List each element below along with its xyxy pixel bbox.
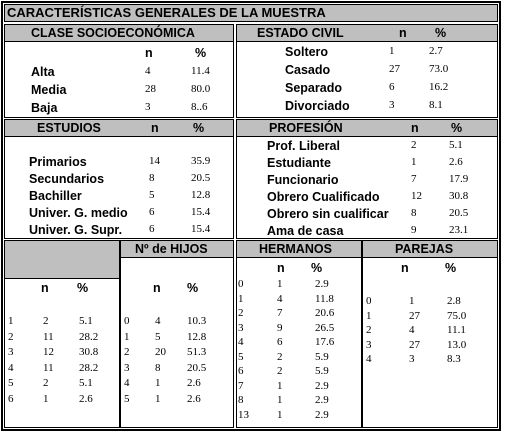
miembros-value: 5 [8, 377, 14, 389]
estudios-pct: 15.4 [191, 223, 211, 235]
hermanos-value: 7 [238, 379, 244, 392]
profesion-pct-header: % [451, 121, 463, 135]
hijos-n: 1 [155, 377, 161, 389]
civil-n: 6 [389, 81, 395, 93]
profesion-label: Estudiante [267, 156, 331, 170]
hermanos-pct: 2.9 [315, 408, 329, 421]
profesion-label: Obrero sin cualificar [267, 207, 389, 221]
civil-label: Separado [285, 81, 342, 95]
panel-civil-title: ESTADO CIVIL [257, 26, 344, 40]
hermanos-value: 1 [238, 292, 244, 305]
parejas-value: 3 [366, 338, 372, 351]
parejas-pct: 11.1 [447, 324, 466, 336]
profesion-pct: 17.9 [449, 173, 469, 185]
profesion-label: Ama de casa [267, 224, 344, 238]
miembros-value: 6 [8, 392, 14, 405]
hermanos-value: 8 [238, 394, 244, 406]
miembros-pct: 2.6 [79, 392, 93, 405]
profesion-pct: 5.1 [449, 139, 463, 151]
panel-clase-header [5, 25, 233, 42]
parejas-value: 0 [366, 295, 372, 307]
estudios-label: Univer. G. medio [29, 206, 128, 220]
table-title: CARACTERÍSTICAS GENERALES DE LA MUESTRA [4, 4, 498, 22]
clase-label: Alta [31, 65, 55, 79]
hijos-pct: 2.6 [187, 377, 201, 389]
hijos-pct: 51.3 [187, 346, 207, 358]
miembros-n: 2 [43, 377, 49, 389]
hermanos-pct: 2.9 [315, 394, 329, 406]
miembros-n: 11 [43, 361, 54, 374]
panel-parejas-header [363, 241, 497, 258]
clase-n-header: n [145, 46, 153, 60]
civil-label: Divorciado [285, 99, 350, 113]
parejas-n: 1 [409, 295, 415, 307]
hermanos-n: 1 [277, 394, 283, 406]
estudios-pct: 20.5 [191, 172, 211, 184]
hermanos-n-header: n [277, 261, 285, 275]
civil-pct: 73.0 [429, 63, 449, 75]
hermanos-pct: 5.9 [315, 365, 329, 377]
hijos-value: 3 [124, 361, 130, 374]
hermanos-n: 1 [277, 408, 283, 421]
hermanos-value: 0 [238, 278, 244, 290]
hijos-value: 1 [124, 330, 130, 343]
civil-label: Soltero [285, 45, 329, 59]
profesion-n: 8 [411, 207, 417, 219]
profesion-n: 1 [411, 156, 417, 168]
miembros-value: 3 [8, 346, 14, 358]
hermanos-value: 6 [238, 365, 244, 377]
civil-n: 3 [389, 99, 395, 111]
miembros-n: 2 [43, 315, 49, 327]
panel-estudios-header [5, 120, 233, 137]
hermanos-value: 13 [238, 408, 249, 421]
miembros-pct: 5.1 [79, 315, 93, 327]
hermanos-pct: 2.9 [315, 278, 329, 290]
profesion-pct: 2.6 [449, 156, 463, 168]
clase-label: Baja [31, 101, 58, 115]
panel-clase-title: CLASE SOCIOECONÓMICA [31, 26, 195, 40]
hijos-pct: 12.8 [187, 330, 207, 343]
panel-hijos [120, 240, 234, 428]
panel-hermanos [236, 240, 362, 428]
parejas-pct: 2.8 [447, 295, 461, 307]
profesion-pct: 23.1 [449, 224, 469, 236]
profesion-label: Funcionario [267, 173, 339, 187]
miembros-n-header: n [41, 281, 49, 295]
parejas-pct: 13.0 [447, 338, 467, 351]
estudios-pct: 15.4 [191, 206, 211, 218]
civil-n: 1 [389, 45, 395, 57]
miembros-pct: 30.8 [79, 346, 99, 358]
hijos-value: 4 [124, 377, 130, 389]
hermanos-pct: 2.9 [315, 379, 329, 392]
profesion-pct: 20.5 [449, 207, 469, 219]
civil-n-header: n [399, 26, 407, 40]
clase-n: 4 [145, 65, 151, 77]
hermanos-n: 2 [277, 365, 283, 377]
panel-hermanos-title: HERMANOS [259, 242, 332, 256]
panel-hijos-title: Nº de HIJOS [135, 242, 208, 256]
hijos-pct: 2.6 [187, 392, 201, 405]
profesion-label: Prof. Liberal [267, 139, 340, 153]
parejas-pct: 8.3 [447, 353, 461, 365]
hermanos-value: 3 [238, 321, 244, 334]
clase-n: 28 [145, 83, 156, 95]
profesion-n-header: n [411, 121, 419, 135]
estudios-n: 8 [149, 172, 155, 184]
estudios-pct: 35.9 [191, 155, 211, 167]
parejas-value: 1 [366, 309, 372, 322]
hermanos-n: 4 [277, 292, 283, 305]
civil-pct-header: % [435, 26, 447, 40]
parejas-n: 27 [409, 309, 420, 322]
estudios-n-header: n [151, 121, 159, 135]
miembros-pct: 28.2 [79, 330, 99, 343]
hermanos-pct: 26.5 [315, 321, 335, 334]
hijos-value: 0 [124, 315, 130, 327]
parejas-pct: 75.0 [447, 309, 467, 322]
estudios-pct-header: % [193, 121, 205, 135]
hijos-n: 8 [155, 361, 161, 374]
panel-miembros [4, 240, 120, 428]
hermanos-pct-header: % [311, 261, 323, 275]
hermanos-n: 9 [277, 321, 283, 334]
panel-profesion-header [237, 120, 497, 137]
hermanos-n: 2 [277, 350, 283, 363]
hijos-n: 4 [155, 315, 161, 327]
parejas-n: 3 [409, 353, 415, 365]
estudios-n: 5 [149, 189, 155, 201]
estudios-label: Univer. G. Supr. [29, 223, 123, 237]
estudios-label: Primarios [29, 155, 87, 169]
hijos-pct: 10.3 [187, 315, 207, 327]
estudios-n: 14 [149, 155, 160, 167]
hijos-value: 2 [124, 346, 130, 358]
civil-label: Casado [285, 63, 331, 77]
hermanos-n: 1 [277, 278, 283, 290]
panel-estudios-title: ESTUDIOS [37, 121, 101, 135]
civil-pct: 2.7 [429, 45, 443, 57]
parejas-n-header: n [401, 261, 409, 275]
profesion-label: Obrero Cualificado [267, 190, 380, 204]
clase-label: Media [31, 83, 67, 97]
hermanos-pct: 20.6 [315, 307, 335, 319]
parejas-n: 4 [409, 324, 415, 336]
estudios-n: 6 [149, 206, 155, 218]
miembros-value: 1 [8, 315, 14, 327]
parejas-pct-header: % [445, 261, 457, 275]
panel-parejas-title: PAREJAS [395, 242, 454, 256]
profesion-n: 9 [411, 224, 417, 236]
miembros-n: 12 [43, 346, 54, 358]
profesion-n: 7 [411, 173, 417, 185]
panel-civil [236, 24, 498, 118]
estudios-label: Bachiller [29, 189, 82, 203]
miembros-pct: 28.2 [79, 361, 99, 374]
panel-hijos-header [121, 241, 233, 258]
hijos-n: 1 [155, 392, 161, 405]
hermanos-value: 2 [238, 307, 244, 319]
parejas-value: 4 [366, 353, 372, 365]
civil-n: 27 [389, 63, 400, 75]
hermanos-value: 4 [238, 336, 244, 348]
clase-pct: 11.4 [191, 65, 210, 77]
hijos-pct-header: % [187, 281, 199, 295]
hermanos-n: 6 [277, 336, 283, 348]
hermanos-pct: 5.9 [315, 350, 329, 363]
clase-n: 3 [145, 101, 151, 113]
hijos-n: 5 [155, 330, 161, 343]
hermanos-value: 5 [238, 350, 244, 363]
civil-pct: 8.1 [429, 99, 443, 111]
panel-civil-header [237, 25, 497, 42]
miembros-n: 1 [43, 392, 49, 405]
miembros-n: 11 [43, 330, 54, 343]
miembros-value: 4 [8, 361, 14, 374]
panel-parejas [362, 240, 498, 428]
miembros-pct-header: % [77, 281, 89, 295]
hijos-n-header: n [153, 281, 161, 295]
hijos-pct: 20.5 [187, 361, 207, 374]
parejas-value: 2 [366, 324, 372, 336]
clase-pct-header: % [195, 46, 207, 60]
hermanos-n: 7 [277, 307, 283, 319]
miembros-pct: 5.1 [79, 377, 93, 389]
hijos-value: 5 [124, 392, 130, 405]
panel-hermanos-header [237, 241, 361, 258]
panel-estudios [4, 119, 234, 239]
profesion-n: 2 [411, 139, 417, 151]
panel-profesion [236, 119, 498, 239]
clase-pct: 80.0 [191, 83, 211, 95]
hermanos-pct: 11.8 [315, 292, 334, 305]
profesion-n: 12 [411, 190, 422, 202]
hijos-n: 20 [155, 346, 166, 358]
estudios-pct: 12.8 [191, 189, 211, 201]
panel-profesion-title: PROFESIÓN [269, 121, 343, 135]
estudios-label: Secundarios [29, 172, 105, 186]
hermanos-n: 1 [277, 379, 283, 392]
hermanos-pct: 17.6 [315, 336, 335, 348]
panel-miembros-shade [5, 241, 119, 279]
civil-pct: 16.2 [429, 81, 449, 93]
miembros-value: 2 [8, 330, 14, 343]
profesion-pct: 30.8 [449, 190, 469, 202]
panel-clase [4, 24, 234, 118]
estudios-n: 6 [149, 223, 155, 235]
clase-pct: 8..6 [191, 101, 208, 113]
parejas-n: 27 [409, 338, 420, 351]
